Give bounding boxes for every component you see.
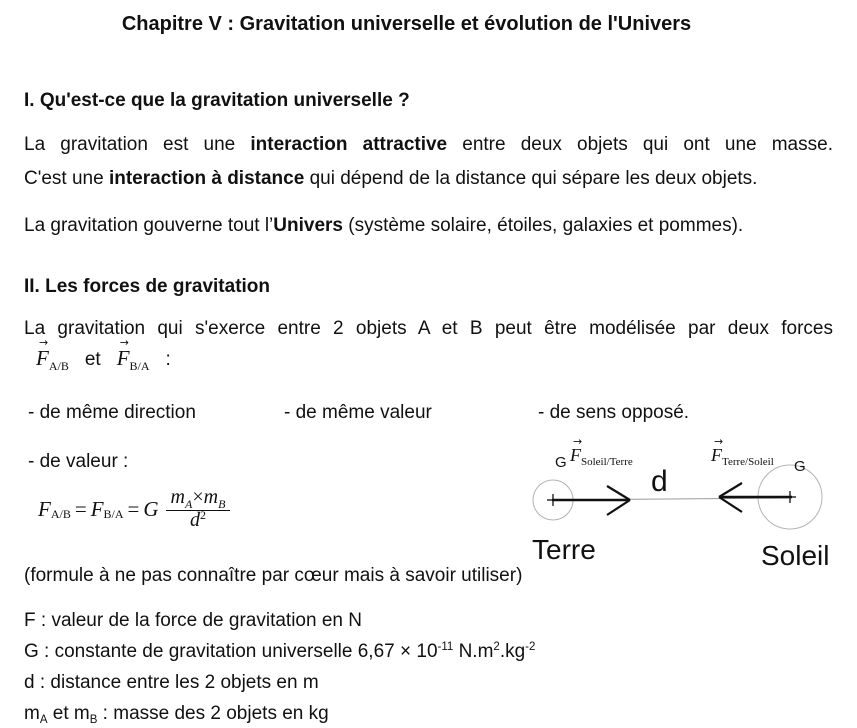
subscript: A — [39, 714, 48, 726]
times-sign: × — [192, 486, 204, 508]
text-run-bold: Univers — [273, 215, 343, 236]
text-run: et m — [47, 703, 90, 724]
formula-F-BA-sub: B/A — [103, 506, 124, 521]
property-same-direction: - de même direction — [28, 402, 196, 423]
section1-heading: I. Qu'est-ce que la gravitation universelle ? — [24, 90, 410, 111]
distance-label: d — [651, 465, 668, 498]
colon: : — [165, 349, 171, 370]
soleil-label: Soleil — [761, 540, 830, 571]
text-run: (système solaire, étoiles, galaxies et pommes). — [342, 215, 744, 236]
force-label-soleil-terre: → $F_{Soleil/Terre}$ — [570, 435, 633, 468]
equals-sign: = — [127, 496, 140, 521]
force-label-subscript: Terre/Soleil — [722, 456, 774, 468]
terre-soleil-force-diagram — [520, 435, 857, 580]
equals-sign: = — [74, 496, 87, 521]
vector-F-BA: → F — [116, 336, 130, 370]
section2-paragraph: La gravitation qui s'exerce entre 2 objets A et B peut être modélisée par deux forces — [24, 318, 833, 339]
text-run-bold: interaction à distance — [108, 168, 305, 189]
arrowhead — [607, 500, 630, 515]
section1-paragraph2 — [24, 214, 743, 238]
text-run: qui dépend de la distance qui sépare les deux objets. — [304, 168, 758, 189]
arrowhead — [719, 483, 742, 497]
exponent: 2 — [493, 641, 500, 653]
vector-F-AB: → F — [36, 336, 49, 370]
et-word: et — [84, 349, 101, 370]
force-vectors-line — [36, 336, 171, 373]
definition-m — [24, 702, 329, 726]
vector-arrow-icon: → — [119, 336, 129, 349]
section1-paragraph1-line2 — [24, 167, 757, 191]
terre-label: Terre — [532, 534, 596, 565]
text-run: La gravitation est une — [24, 134, 251, 155]
exponent: -2 — [525, 641, 536, 653]
text-run: : masse des 2 objets en kg — [97, 703, 329, 724]
vector-arrow-icon: → — [39, 336, 49, 349]
text-run: m — [24, 703, 40, 724]
formula-G: G — [143, 496, 159, 521]
section2-heading: II. Les forces de gravitation — [24, 276, 271, 297]
arrowhead — [719, 497, 742, 512]
force-label-terre-soleil: → $F_{Terre/Soleil}$ — [711, 435, 774, 468]
definition-G — [24, 640, 535, 664]
definition-d: d : distance entre les 2 objets en m — [24, 672, 319, 693]
formula-F-AB-sub: A/B — [50, 506, 71, 521]
fraction-denominator: $d^2$ — [189, 508, 206, 531]
value-label: - de valeur : — [28, 451, 129, 472]
gravitation-formula — [38, 486, 230, 532]
force-label-subscript: Soleil/Terre — [581, 456, 633, 468]
exponent: -11 — [437, 641, 454, 653]
text-run-bold: interaction attractive — [250, 134, 448, 155]
formula-fraction — [166, 486, 231, 532]
definition-F: F : valeur de la force de gravitation en N — [24, 610, 362, 631]
section1-paragraph1-line1 — [24, 133, 833, 157]
vector-F-AB-subscript: A/B — [48, 359, 69, 373]
vector-arrow-icon: → — [573, 435, 583, 448]
text-run: N.m — [453, 641, 494, 662]
vector-F-BA-subscript: B/A — [129, 359, 150, 373]
gravity-center-label-left: G — [555, 454, 567, 471]
text-run: .kg — [499, 641, 526, 662]
property-opposite-sense: - de sens opposé. — [538, 402, 690, 423]
chapter-title: Chapitre V : Gravitation universelle et évolution de l'Univers — [121, 13, 692, 35]
property-same-value: - de même valeur — [284, 402, 432, 423]
text-run: La gravitation gouverne tout l’ — [24, 215, 274, 236]
formula-F-AB: F — [38, 496, 51, 521]
formula-F-BA: F — [90, 496, 104, 521]
formula-note: (formule à ne pas connaître par cœur mais à savoir utiliser) — [24, 565, 523, 586]
gravity-center-label-right: G — [794, 458, 806, 475]
text-run: G : constante de gravitation universelle 6,67 × 10 — [24, 641, 438, 662]
text-run: entre deux objets qui ont une masse. — [447, 134, 833, 155]
subscript: B — [89, 714, 98, 726]
text-run: C'est une — [24, 168, 109, 189]
fraction-numerator: $m_A\times m_B$ — [166, 486, 231, 511]
vector-arrow-icon: → — [714, 435, 724, 448]
arrowhead — [607, 486, 630, 500]
